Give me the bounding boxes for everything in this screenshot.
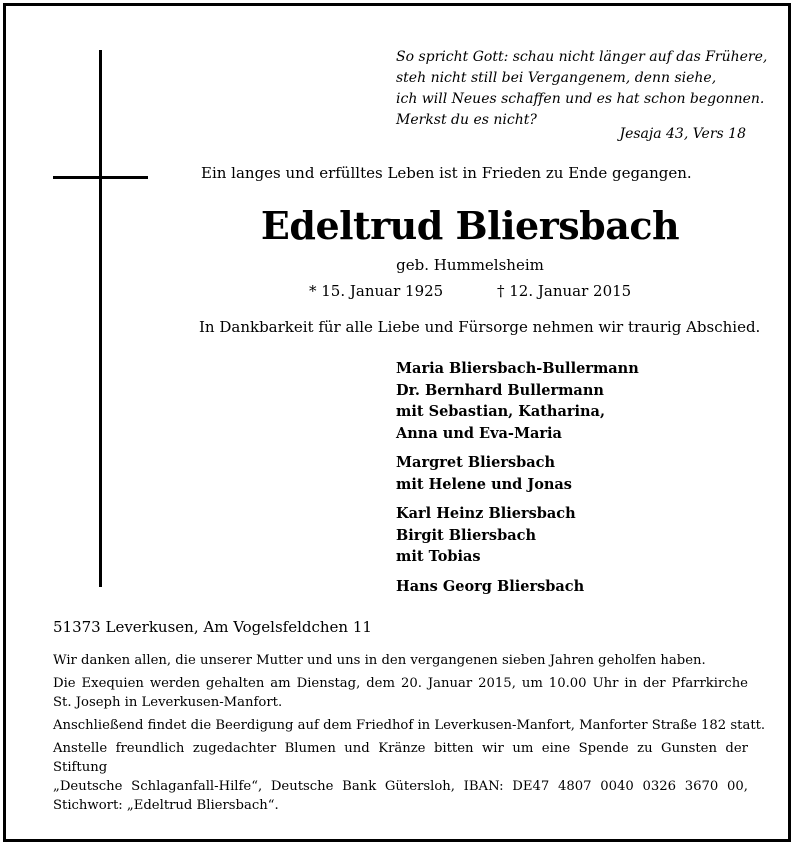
farewell-text: In Dankbarkeit für alle Liebe und Fürsorge nehmen wir traurig Abschied. (199, 318, 761, 336)
mourner-group (396, 503, 639, 568)
mourner-name: mit Sebastian, Katharina, (396, 403, 605, 420)
mourner-name: Dr. Bernhard Bullermann (396, 381, 604, 399)
quote-line: So spricht Gott: schau nicht länger auf das Frühere, (396, 49, 768, 65)
mourner-group (396, 576, 639, 598)
exequies-paragraph (53, 674, 748, 712)
intro-text: Ein langes und erfülltes Leben ist in Frieden zu Ende gegangen. (201, 164, 692, 182)
funeral-notices (53, 651, 766, 819)
maiden-name: geb. Hummelsheim (396, 256, 544, 274)
quote-line: Merkst du es nicht? (396, 112, 537, 128)
quote-line: steh nicht still bei Vergangenem, denn siehe, (396, 70, 717, 86)
notice-line: St. Joseph in Leverkusen-Manfort. (53, 695, 283, 710)
burial-paragraph (53, 716, 766, 735)
notice-line: „Deutsche Schlaganfall-Hilfe“, Deutsche Bank Gütersloh, IBAN: DE47 4807 0040 0326 3670 00, (53, 779, 748, 794)
mourner-name: Margret Bliersbach (396, 454, 556, 471)
mourner-group (396, 452, 639, 495)
notice-line: Wir danken allen, die unserer Mutter und uns in den vergangenen sieben Jahren geholfen haben. (53, 653, 706, 668)
cross-vertical-bar (99, 50, 102, 587)
quote-line: ich will Neues schaffen und es hat schon begonnen. (396, 91, 765, 107)
bible-quote (396, 47, 768, 131)
mourners-list (396, 358, 639, 605)
notice-line: Die Exequien werden gehalten am Dienstag, dem 20. Januar 2015, um 10.00 Uhr in der Pfarrkirche (53, 676, 748, 691)
family-address: 51373 Leverkusen, Am Vogelsfeldchen 11 (53, 618, 372, 636)
mourner-name: Karl Heinz Bliersbach (396, 505, 576, 522)
mourner-name: mit Tobias (396, 548, 481, 565)
mourner-name: Birgit Bliersbach (396, 526, 537, 544)
mourner-name: Anna und Eva-Maria (396, 424, 562, 442)
cross-horizontal-bar (53, 176, 148, 179)
thanks-paragraph (53, 651, 748, 670)
notice-line: Stichwort: „Edeltrud Bliersbach“. (53, 798, 279, 813)
mourner-group (396, 358, 639, 444)
deceased-name: Edeltrud Bliersbach (260, 203, 680, 248)
donation-paragraph (53, 739, 748, 815)
mourner-name: mit Helene und Jonas (396, 475, 572, 493)
birth-date: * 15. Januar 1925 (309, 282, 444, 300)
notice-line: Anschließend findet die Beerdigung auf dem Friedhof in Leverkusen-Manfort, Manforter Straße 182 statt. (53, 718, 766, 733)
death-date: † 12. Januar 2015 (497, 282, 632, 300)
notice-line: Anstelle freundlich zugedachter Blumen und Kränze bitten wir um eine Spende zu Gunsten der Stiftung (53, 741, 748, 775)
quote-source: Jesaja 43, Vers 18 (619, 126, 746, 142)
mourner-name: Maria Bliersbach-Bullermann (396, 360, 639, 377)
mourner-name: Hans Georg Bliersbach (396, 577, 585, 595)
